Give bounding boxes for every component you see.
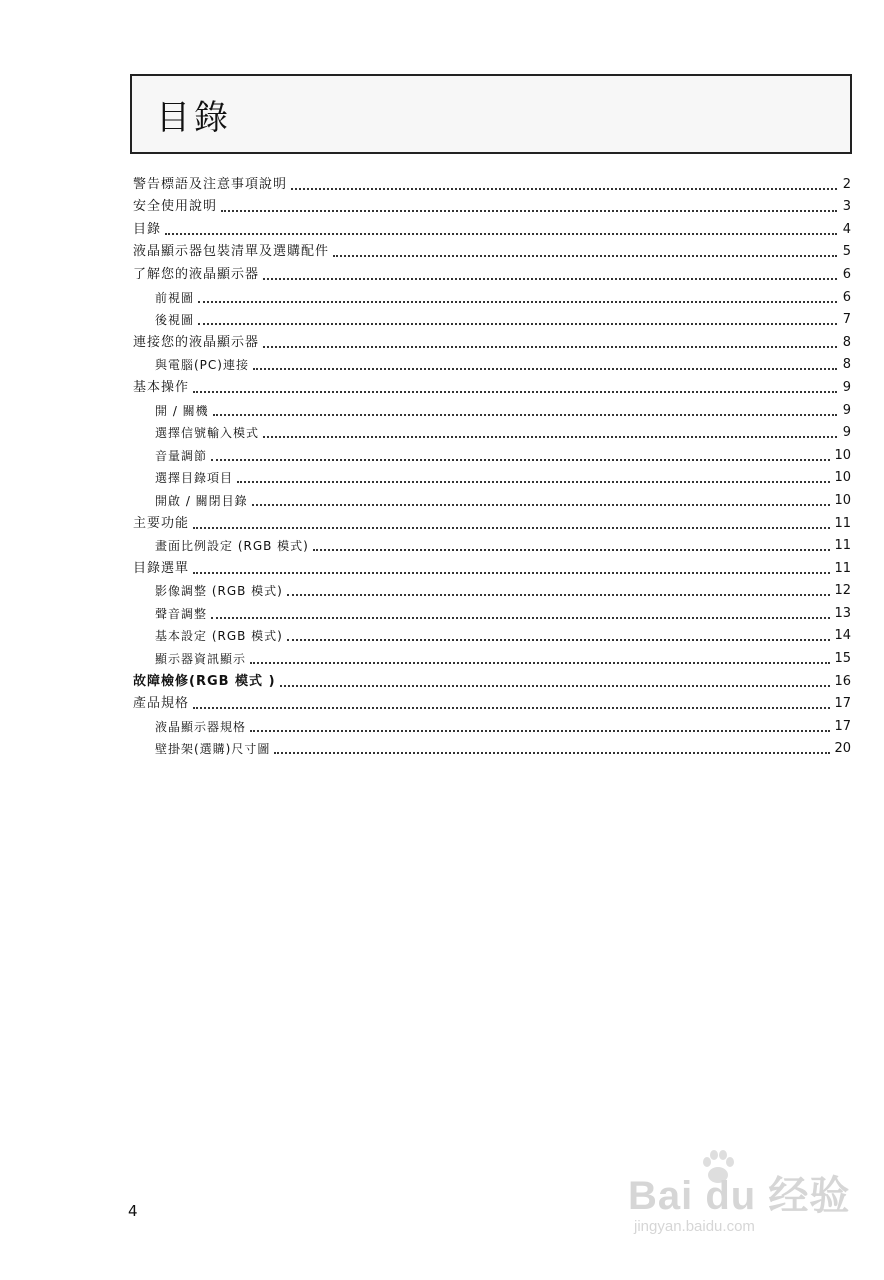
toc-entry-label: 聲音調整: [155, 606, 208, 621]
toc-entry: [133, 238, 851, 261]
toc-entry-label: 開啟 / 關閉目錄: [155, 493, 248, 508]
dot-leader: [313, 548, 831, 551]
toc-entry-page: 16: [834, 673, 851, 689]
toc-entry: [133, 622, 851, 645]
toc-entry: [133, 306, 851, 329]
dot-leader: [333, 254, 837, 257]
dot-leader: [274, 751, 830, 754]
dot-leader: [213, 413, 837, 416]
toc-entry-label: 故障檢修(RGB 模式 ): [133, 673, 276, 689]
toc-entry-label: 液晶顯示器規格: [155, 719, 247, 734]
page-number: 4: [128, 1202, 138, 1220]
toc-entry: [133, 464, 851, 487]
toc-entry-label: 產品規格: [133, 696, 190, 712]
toc-entry-page: 10: [834, 492, 851, 508]
toc-entry-label: 壁掛架(選購)尺寸圖: [155, 742, 271, 757]
toc-entry: [133, 373, 851, 396]
toc-entry-page: 20: [834, 741, 851, 757]
toc-entry: [133, 283, 851, 306]
toc-entry-page: 10: [834, 447, 851, 463]
dot-leader: [291, 187, 837, 190]
toc-entry: [133, 441, 851, 464]
toc-entry-page: 3: [842, 199, 851, 215]
toc-entry: [133, 193, 851, 216]
toc-entry: [133, 735, 851, 758]
toc-entry-label: 目錄: [133, 221, 162, 237]
toc-entry: [133, 667, 851, 690]
watermark-url: jingyan.baidu.com: [634, 1218, 755, 1235]
toc-entry: [133, 328, 851, 351]
toc-entry: [133, 170, 851, 193]
toc-entry-label: 影像調整 (RGB 模式): [155, 584, 283, 599]
toc-entry-page: 2: [842, 176, 851, 192]
toc-entry-page: 11: [834, 538, 851, 554]
dot-leader: [280, 684, 831, 687]
watermark-logo-text: Bai du 经验: [628, 1174, 851, 1218]
toc-entry-page: 11: [834, 515, 851, 531]
toc-entry: [133, 351, 851, 374]
toc-entry: [133, 486, 851, 509]
dot-leader: [263, 345, 837, 348]
toc-entry-label: 顯示器資訊顯示: [155, 652, 247, 667]
table-of-contents: [133, 170, 851, 757]
toc-entry: [133, 712, 851, 735]
toc-entry-page: 9: [842, 379, 851, 395]
dot-leader: [193, 571, 830, 574]
dot-leader: [193, 390, 837, 393]
dot-leader: [250, 661, 830, 664]
toc-entry: [133, 532, 851, 555]
dot-leader: [193, 526, 830, 529]
toc-entry-label: 了解您的液晶顯示器: [133, 266, 260, 282]
dot-leader: [250, 729, 830, 732]
toc-entry: [133, 644, 851, 667]
dot-leader: [253, 367, 837, 370]
toc-entry-label: 畫面比例設定 (RGB 模式): [155, 539, 309, 554]
toc-entry-label: 主要功能: [133, 515, 190, 531]
dot-leader: [287, 593, 831, 596]
dot-leader: [263, 435, 837, 438]
toc-entry-label: 液晶顯示器包裝清單及選購配件: [133, 244, 330, 260]
toc-entry: [133, 577, 851, 600]
toc-entry-label: 目錄選單: [133, 560, 190, 576]
toc-entry-page: 17: [834, 696, 851, 712]
toc-entry-page: 6: [842, 266, 851, 282]
dot-leader: [221, 209, 837, 212]
dot-leader: [211, 458, 830, 461]
dot-leader: [252, 503, 831, 506]
toc-entry-label: 警告標語及注意事項說明: [133, 176, 288, 192]
toc-entry-label: 前視圖: [155, 290, 195, 305]
toc-entry-label: 安全使用說明: [133, 199, 218, 215]
toc-entry-label: 開 / 關機: [155, 403, 209, 418]
toc-entry-label: 基本操作: [133, 379, 190, 395]
toc-entry-page: 7: [842, 312, 851, 328]
dot-leader: [237, 480, 830, 483]
toc-entry-label: 音量調節: [155, 448, 208, 463]
toc-entry-page: 10: [834, 470, 851, 486]
page-title: 目錄: [156, 98, 232, 138]
toc-entry-page: 8: [842, 334, 851, 350]
dot-leader: [165, 232, 837, 235]
toc-entry-label: 基本設定 (RGB 模式): [155, 629, 283, 644]
dot-leader: [287, 638, 831, 641]
baidu-watermark: [628, 1150, 858, 1250]
toc-entry-page: 4: [842, 221, 851, 237]
toc-entry-label: 與電腦(PC)連接: [155, 358, 249, 373]
toc-entry-page: 11: [834, 560, 851, 576]
dot-leader: [198, 322, 837, 325]
toc-entry-page: 15: [834, 651, 851, 667]
toc-entry-page: 8: [842, 357, 851, 373]
toc-entry-page: 9: [842, 425, 851, 441]
title-box: [130, 74, 852, 154]
toc-entry-page: 6: [842, 289, 851, 305]
toc-entry: [133, 419, 851, 442]
toc-entry: [133, 690, 851, 713]
toc-entry: [133, 554, 851, 577]
toc-entry: [133, 509, 851, 532]
toc-entry-page: 14: [834, 628, 851, 644]
toc-entry-label: 後視圖: [155, 313, 195, 328]
dot-leader: [198, 300, 837, 303]
toc-entry: [133, 599, 851, 622]
toc-entry-page: 9: [842, 402, 851, 418]
toc-entry: [133, 396, 851, 419]
toc-entry: [133, 260, 851, 283]
toc-entry-page: 17: [834, 718, 851, 734]
toc-entry: [133, 215, 851, 238]
toc-entry-label: 選擇目錄項目: [155, 471, 234, 486]
toc-entry-page: 13: [834, 605, 851, 621]
dot-leader: [193, 706, 830, 709]
toc-entry-label: 連接您的液晶顯示器: [133, 334, 260, 350]
toc-entry-page: 12: [834, 583, 851, 599]
toc-entry-page: 5: [842, 244, 851, 260]
toc-entry-label: 選擇信號輸入模式: [155, 426, 260, 441]
dot-leader: [263, 277, 837, 280]
dot-leader: [211, 616, 830, 619]
